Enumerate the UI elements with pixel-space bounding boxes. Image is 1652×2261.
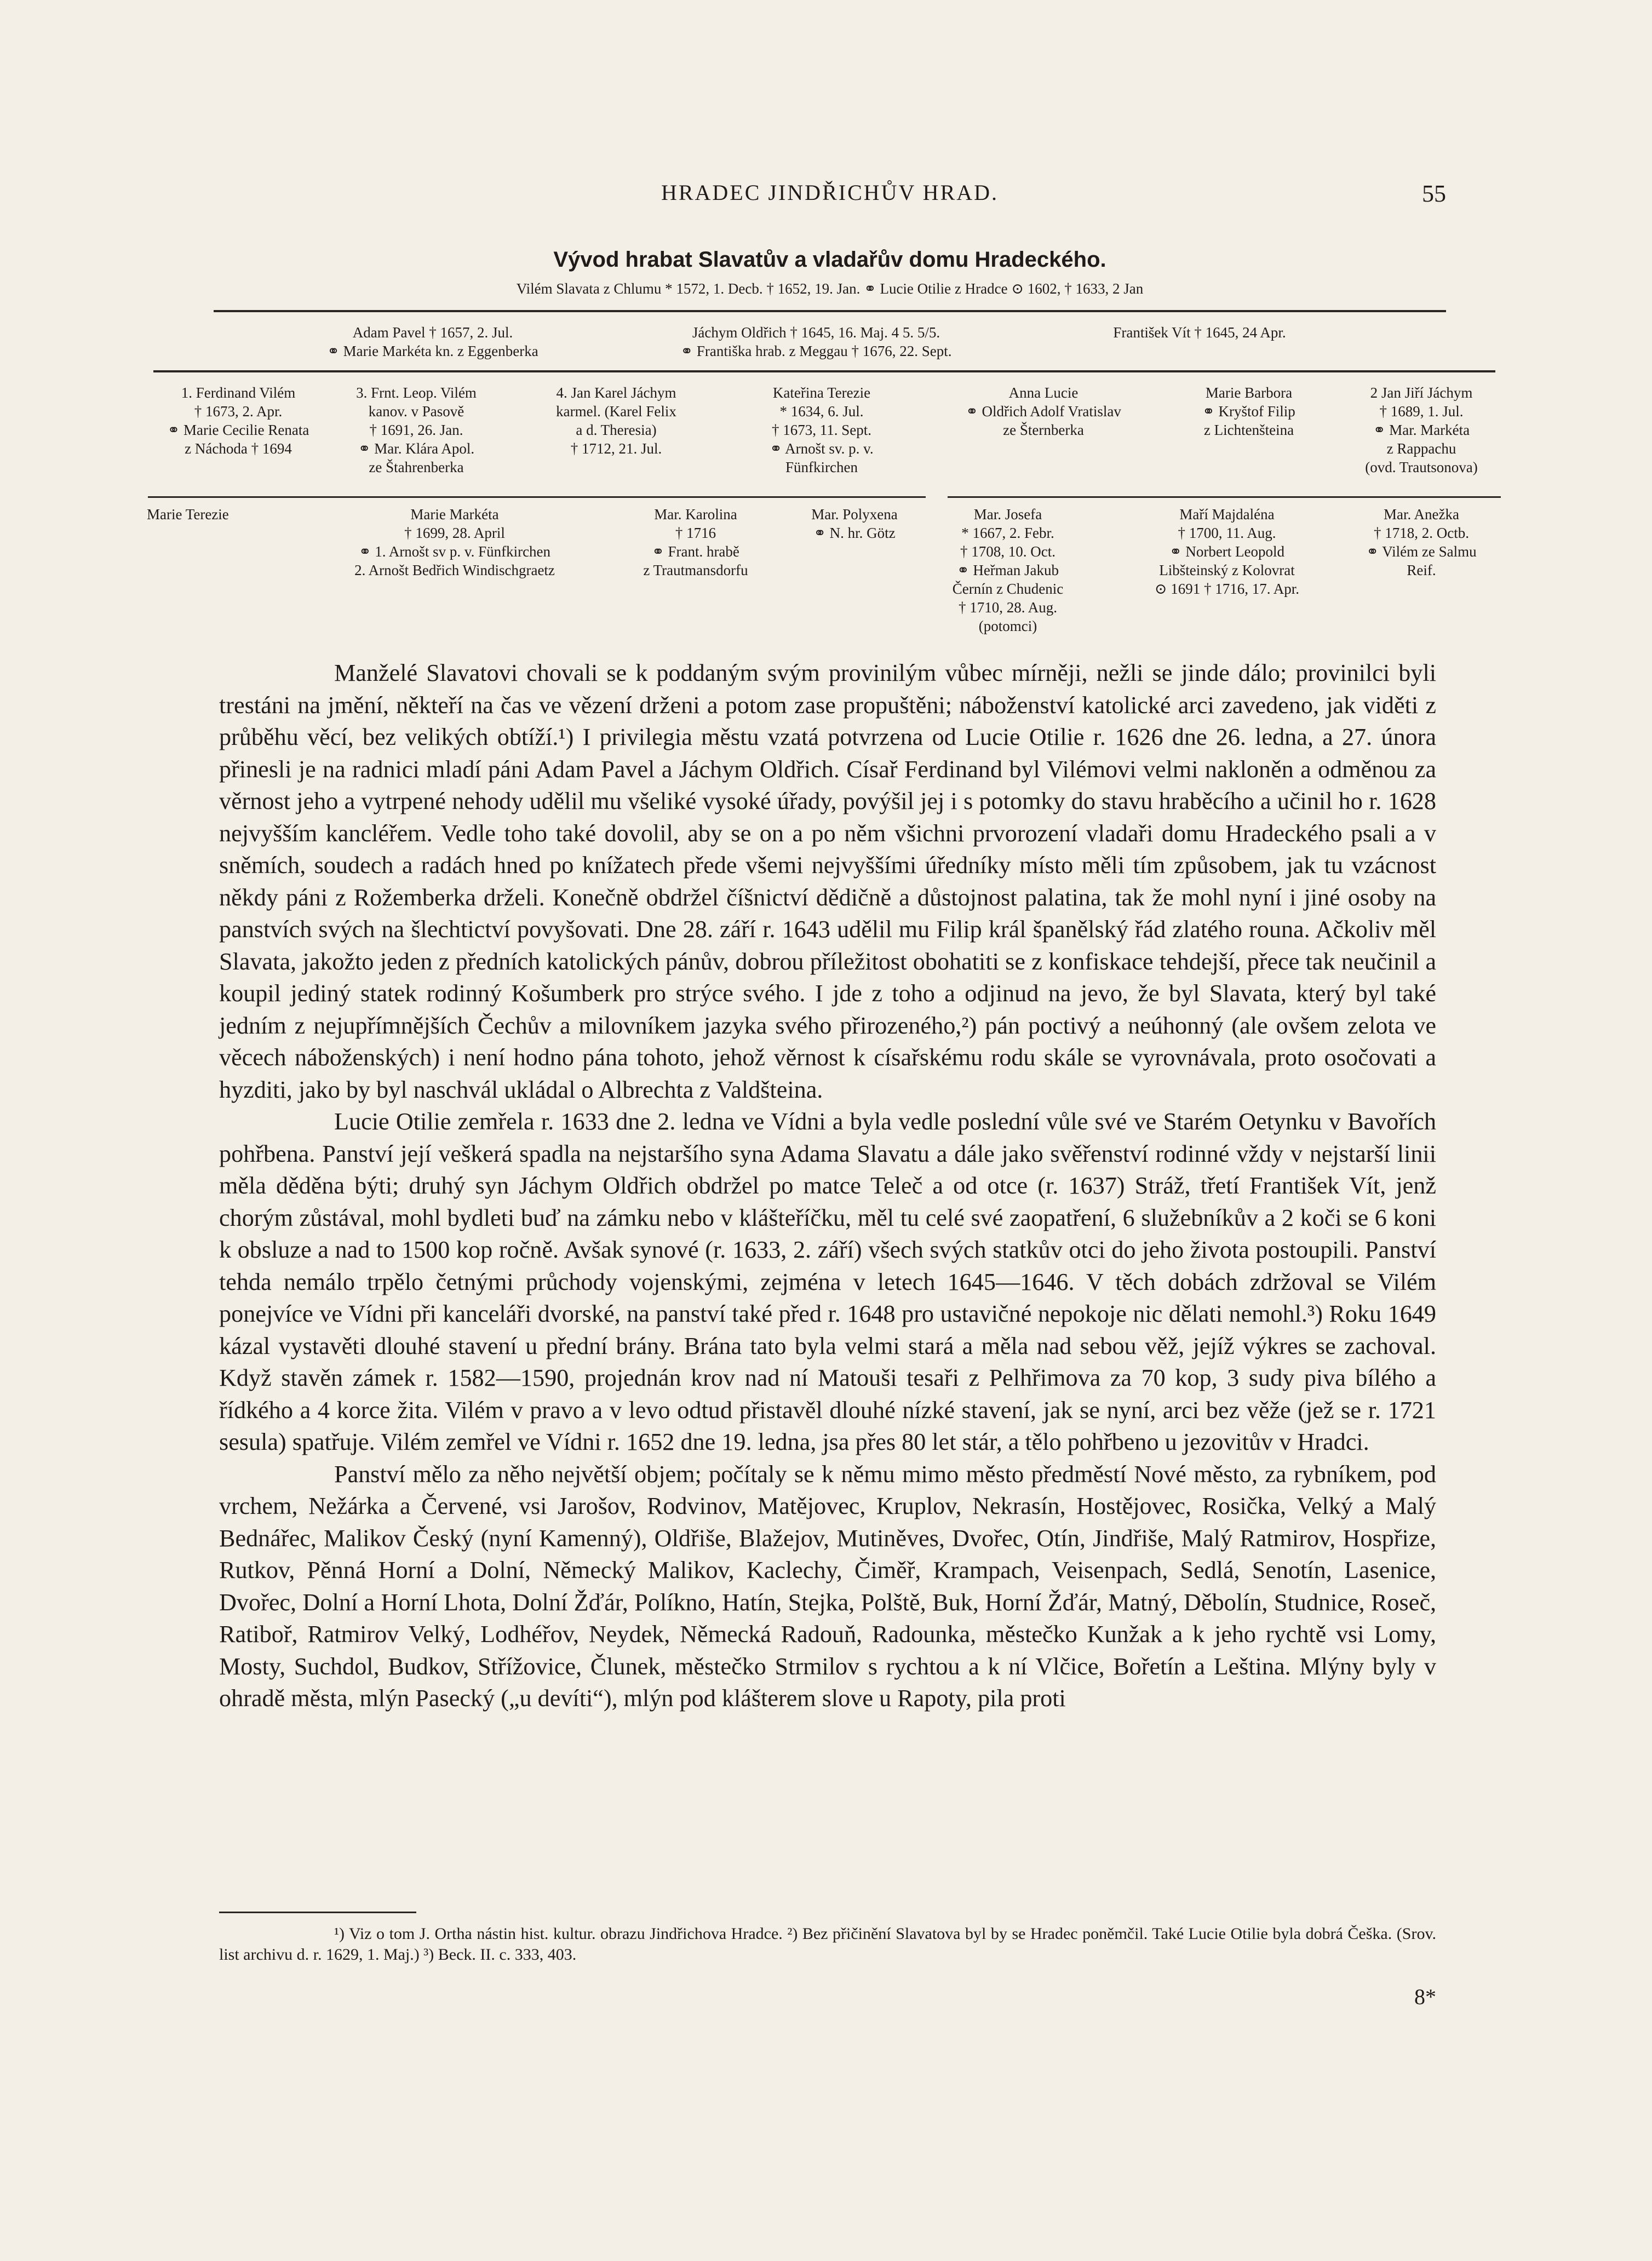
- paragraph: Panství mělo za něho největší objem; počítaly se k němu mimo město předměstí Nové město, za rybníkem, pod vrchem, Nežárka a Červené, vsi Jarošov, Rodvinov, Matějovec, Kruplov, Nekrasín, Hostějovec, Rosička, Velký a Malý Bednářec, Malikov Český (nyní Kamenný), Oldřiše, Blažejov, Mutiněves, Dvořec, Otín, Jindřiše, Malý Ratmirov, Hospřize, Rutkov, Pěnná Horní a Dolní, Německý Malikov, Kaclechy, Čiměř, Krampach, Veisenpach, Sedlá, Senotín, Lasenice, Dvořec, Dolní a Horní Lhota, Dolní Žďár, Políkno, Hatín, Stejka, Polště, Buk, Horní Žďár, Matný, Děbolín, Studnice, Roseč, Ratiboř, Ratmirov Velký, Lodhéřov, Neydek, Německá Radouň, Radounka, městečko Kunžak a k jeho rychtě vsi Lomy, Mosty, Suchdol, Budkov, Střížovice, Člunek, městečko Strmilov s rychtou a k ní Vlčice, Bořetín a Leština. Mlýny byly v ohradě města, mlýn Pasecký („u devíti“), mlýn pod klášterem slove u Rapoty, pila proti: [219, 1460, 1436, 1712]
- gen2-entry: 4. Jan Karel Jáchym karmel. (Karel Felix a d. Theresia) † 1712, 21. Jul.: [556, 385, 676, 457]
- gen2-entry: 3. Frnt. Leop. Vilém kanov. v Pasově † 1691, 26. Jan. ⚭ Mar. Klára Apol. ze Štahrenberka: [356, 385, 477, 475]
- genealogy-rule-3a: [148, 496, 926, 498]
- signature-mark: 8*: [1414, 1984, 1436, 2009]
- genealogy-rule-2: [153, 370, 1495, 372]
- genealogy-rule-1: [214, 310, 1446, 312]
- page-number: 55: [1422, 180, 1446, 207]
- gen3-entry: Mar. Karolina † 1716 ⚭ Frant. hrabě z Trautmansdorfu: [643, 506, 748, 578]
- gen3-entry: Maří Majdaléna † 1700, 11. Aug. ⚭ Norbert Leopold Libšteinský z Kolovrat ⊙ 1691 † 1716, 17. Apr.: [1154, 506, 1300, 597]
- gen3-entry: Mar. Josefa * 1667, 2. Febr. † 1708, 10. Oct. ⚭ Heřman Jakub Černín z Chudenic † 1710, 28. Aug. (potomci): [952, 506, 1064, 634]
- footnote-text: ¹) Viz o tom J. Ortha nástin hist. kultur. obrazu Jindřichova Hradce. ²) Bez přičinění Slavatova byl by se Hradec poněmčil. Také Lucie Otilie byla dobrá Češka. (Srov. list archivu d. r. 1629, 1. Maj.) ³) Beck. II. c. 333, 403.: [219, 1925, 1436, 1964]
- genealogy-root: Vilém Slavata z Chlumu * 1572, 1. Decb. † 1652, 19. Jan. ⚭ Lucie Otilie z Hradce ⊙ 1602, † 1633, 2 Jan: [516, 280, 1144, 297]
- gen2-entry: Marie Barbora ⚭ Kryštof Filip z Lichtenšteina: [1202, 385, 1295, 438]
- gen2-entry: Kateřina Terezie * 1634, 6. Jul. † 1673, 11. Sept. ⚭ Arnošt sv. p. v. Fünfkirchen: [770, 385, 874, 475]
- running-title: HRADEC JINDŘICHŮV HRAD.: [661, 180, 999, 205]
- gen2-entry: 1. Ferdinand Vilém † 1673, 2. Apr. ⚭ Marie Cecilie Renata z Náchoda † 1694: [167, 385, 309, 457]
- body-text: [219, 657, 1436, 1715]
- gen3-entry: Marie Markéta † 1699, 28. April ⚭ 1. Arnošt sv p. v. Fünfkirchen 2. Arnošt Bedřich Windischgraetz: [354, 506, 555, 578]
- paragraph: Lucie Otilie zemřela r. 1633 dne 2. ledna ve Vídni a byla vedle poslední vůle své ve Starém Oetynku v Bavořích pohřbena. Panství její veškerá spadla na nejstaršího syna Adama Slavatu a dále jako svěřenství rodinné vždy v nejstarší linii měla děděna býti; druhý syn Jáchym Oldřich obdržel po matce Teleč a od otce (r. 1637) Stráž, třetí František Vít, jenž chorým zůstával, mohl bydleti buď na zámku nebo v klášteříčku, měl tu celé své zaopatření, 6 služebníkův a 2 koči se 6 koni k obsluze a nad to 1500 kop ročně. Avšak synové (r. 1633, 2. září) všech svých statkův otci do jeho života postoupili. Panství tehda nemálo trpělo četnými průchody vojenskými, zejména v letech 1645—1646. V těch dobách zdržoval se Vilém ponejvíce ve Vídni při kanceláři dvorské, na panství také před r. 1648 pro ustavičné nepokoje nic dělati nemohl.³) Roku 1649 kázal vystavěti dlouhé stavení u přední brány. Brána tato byla velmi stará a měla nad sebou věž, jejíž výkres se zachoval. Když stavěn zámek r. 1582—1590, projednán krov nad ní Matouši tesaři z Pelhřimova za 70 kop, 3 sudy piva bílého a řídkého a 4 korce žita. Vilém v pravo a v levo odtud přistavěl dlouhé nízké stavení, jak se nyní, arci bez věže (jež se r. 1721 sesula) spatřuje. Vilém zemřel ve Vídni r. 1652 dne 19. ledna, jsa přes 80 let stár, a tělo pohřbeno u jezovitův v Hradci.: [219, 1108, 1436, 1455]
- gen1-entry: František Vít † 1645, 24 Apr.: [1113, 324, 1286, 341]
- footnote-rule: [219, 1912, 416, 1913]
- paragraph: Manželé Slavatovi chovali se k poddaným svým provinilým vůbec mírněji, nežli se jinde dálo; provinilci byli trestáni na jmění, někteří na čas ve vězení drženi a potom zase propuštěni; náboženství katolické arci zavedeno, jak viděti z průběhu věcí, bez velikých obtíží.¹) I privilegia městu vzatá potvrzena od Lucie Otilie r. 1626 dne 26. ledna, a 27. února přinesli je na radnici mladí páni Adam Pavel a Jáchym Oldřich. Císař Ferdinand byl Vilémovi velmi nakloněn a odměnou za věrnost jeho a vytrpené nehody udělil mu všeliké vysoké úřady, povýšil jej i s potomky do stavu hraběcího a učinil ho r. 1628 nejvyšším kancléřem. Vedle toho také dovolil, aby se on a po něm všichni prvorození vladaři domu Hradeckého psali a v sněmích, soudech a radách hned po knížatech přede všemi nejvyššími úředníky místo měli tím způsobem, jak tu vzácnost někdy páni z Rožemberka drželi. Konečně obdržel číšnictví dědičně a důstojnost palatina, tak že mohl nyní i jiné osoby na panstvích svých na šlechtictví povyšovati. Dne 28. září r. 1643 udělil mu Filip král španělský řád zlatého rouna. Ačkoliv měl Slavata, jakožto jeden z předních katolických pánův, dobrou příležitost obohatiti se z konfiskace tehdejší, přece tak neučinil a koupil jediný statek rodinný Košumberk pro strýce svého. I jde z toho a odjinud na jevo, že byl Slavata, který byl také jedním z nejupřímnějších Čechův a milovníkem jazyka svého přirozeného,²) pán poctivý a neúhonný (ale ovšem zelota ve věcech náboženských) i není hodno pána tohoto, jehož věrnost k císařskému rodu skále se vyrovnávala, proto osočovati a hyzditi, jako by byl naschvál ukládal o Albrechta z Valdšteina.: [219, 659, 1436, 1103]
- gen2-entry: Anna Lucie ⚭ Oldřich Adolf Vratislav ze Šternberka: [966, 385, 1121, 438]
- gen3-entry: Marie Terezie: [147, 506, 229, 523]
- genealogy-rule-3b: [948, 496, 1501, 498]
- gen3-entry: Mar. Anežka † 1718, 2. Octb. ⚭ Vilém ze Salmu Reif.: [1366, 506, 1477, 578]
- gen1-entry: Jáchym Oldřich † 1645, 16. Maj. 4 5. 5/5. ⚭ Františka hrab. z Meggau † 1676, 22. Sept.: [680, 324, 952, 359]
- genealogy-title: Vývod hrabat Slavatův a vladařův domu Hradeckého.: [553, 248, 1106, 272]
- gen1-entry: Adam Pavel † 1657, 2. Jul. ⚭ Marie Markéta kn. z Eggenberka: [327, 324, 538, 359]
- footnotes: [219, 1924, 1436, 1965]
- running-header: [214, 180, 1446, 213]
- gen2-entry: 2 Jan Jiří Jáchym † 1689, 1. Jul. ⚭ Mar. Markéta z Rappachu (ovd. Trautsonova): [1365, 385, 1478, 475]
- gen3-entry: Mar. Polyxena ⚭ N. hr. Götz: [811, 506, 898, 541]
